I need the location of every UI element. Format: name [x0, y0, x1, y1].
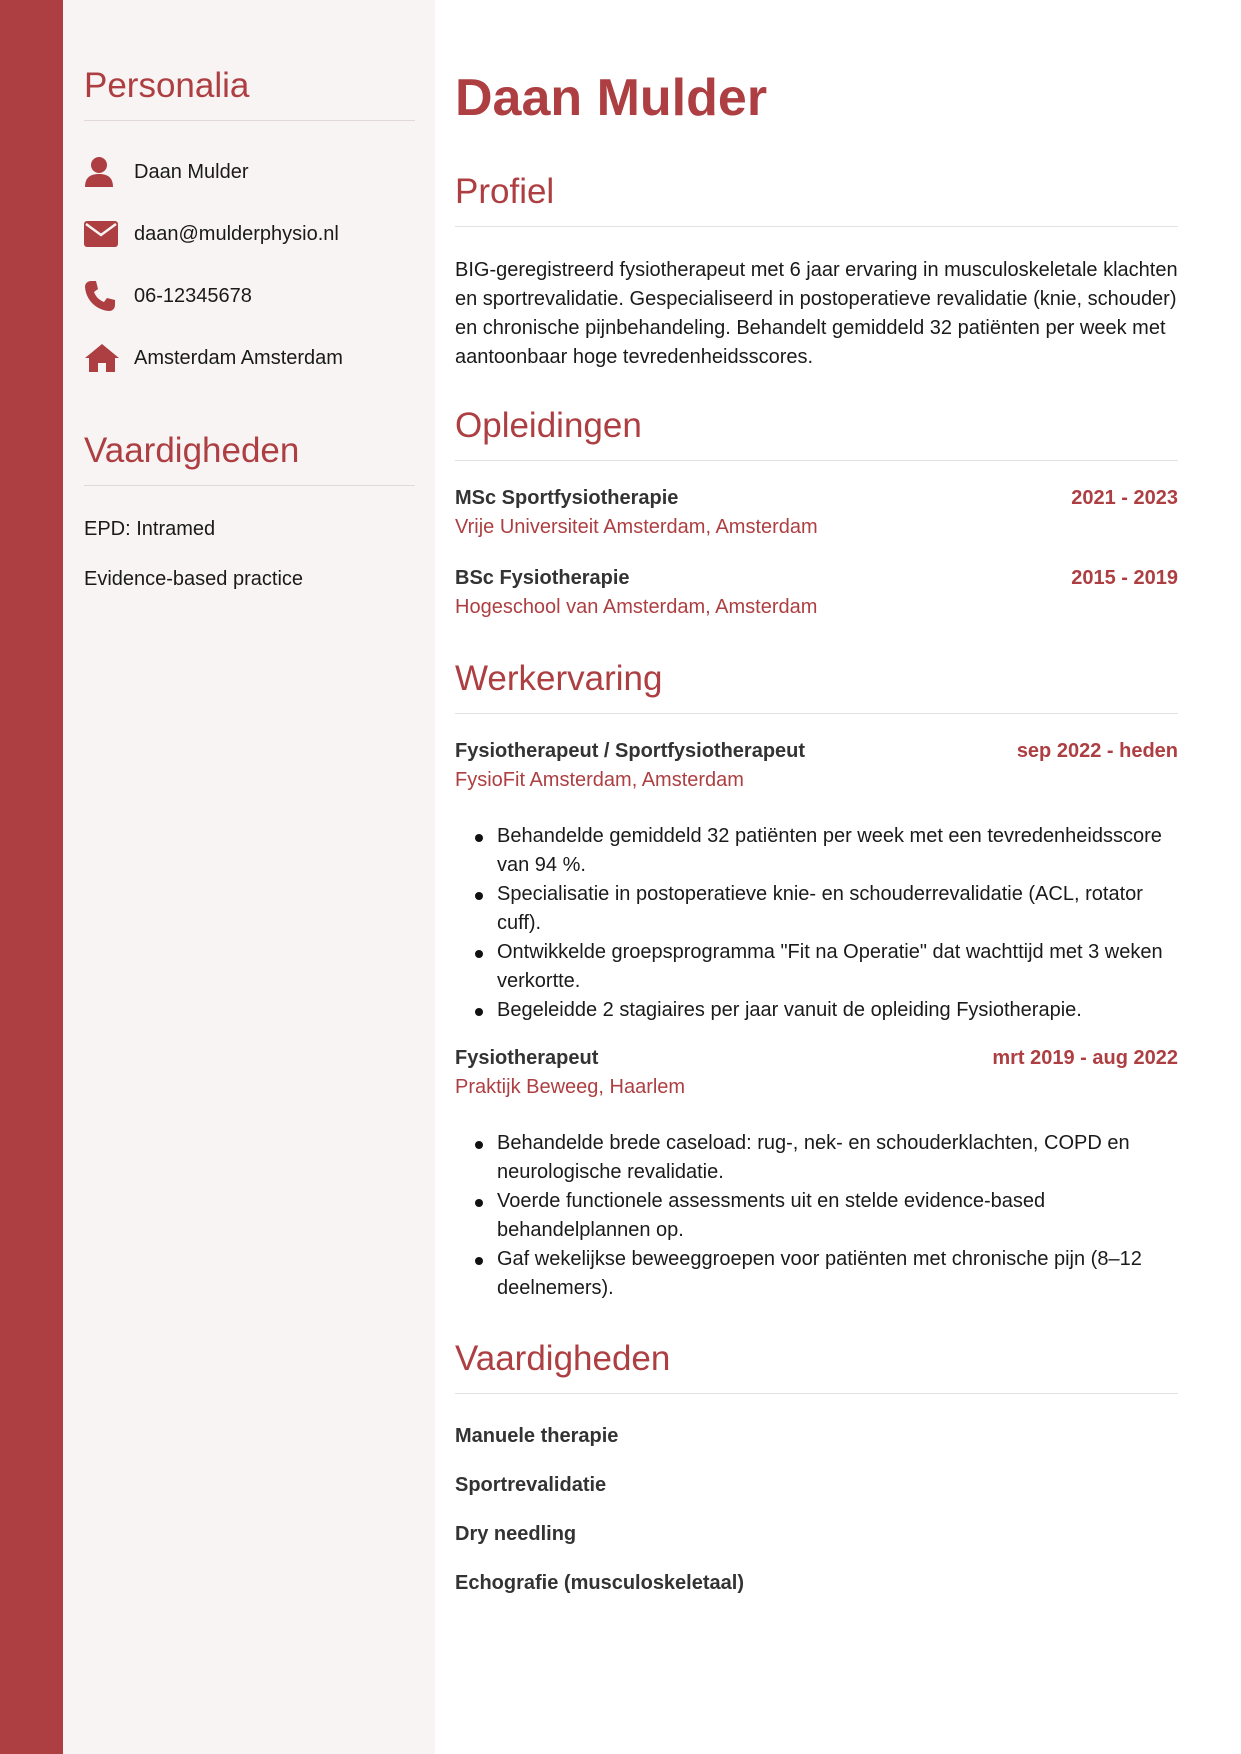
divider: [84, 120, 415, 121]
contact-phone[interactable]: [84, 265, 415, 327]
education-institution: Hogeschool van Amsterdam, Amsterdam: [455, 596, 818, 618]
work-bullet: Behandelde gemiddeld 32 patiënten per week met een tevredenheidsscore van 94 %.: [475, 822, 1178, 880]
divider: [84, 485, 415, 486]
work-heading: Werkervaring: [455, 659, 663, 698]
work-bullet: Specialisatie in postoperatieve knie- en schouderrevalidatie (ACL, rotator cuff).: [475, 880, 1178, 938]
work-bullets: [455, 1129, 1178, 1303]
work-bullet: Behandelde brede caseload: rug-, nek- en schouderklachten, COPD en neurologische revalidatie.: [475, 1129, 1178, 1187]
work-company: Praktijk Beweeg, Haarlem: [455, 1076, 686, 1098]
contact-email[interactable]: [84, 203, 415, 265]
home-icon: [84, 338, 134, 378]
education-entry: [455, 567, 1178, 619]
divider: [455, 460, 1178, 461]
contact-phone-text[interactable]: 06-12345678: [134, 284, 252, 307]
contact-address-text: Amsterdam Amsterdam: [134, 346, 343, 369]
contact-address: [84, 327, 415, 389]
education-date: 2021 - 2023: [1071, 487, 1178, 509]
work-title: Fysiotherapeut / Sportfysiotherapeut: [455, 740, 806, 762]
divider: [455, 713, 1178, 714]
contact-email-text[interactable]: daan@mulderphysio.nl: [134, 222, 339, 245]
education-entry: [455, 487, 1178, 539]
work-title: Fysiotherapeut: [455, 1047, 599, 1069]
work-company: FysioFit Amsterdam, Amsterdam: [455, 769, 744, 791]
personalia-heading: Personalia: [84, 66, 250, 105]
envelope-icon: [84, 214, 134, 254]
work-bullets: [455, 822, 1178, 1025]
education-institution: Vrije Universiteit Amsterdam, Amsterdam: [455, 516, 818, 538]
contact-name: [84, 141, 415, 203]
work-bullet: Voerde functionele assessments uit en stelde evidence-based behandelplannen op.: [475, 1187, 1178, 1245]
skill-item: Dry needling: [455, 1523, 577, 1545]
user-icon: [84, 152, 134, 192]
skill-item: Echografie (musculoskeletaal): [455, 1572, 744, 1594]
sidebar: [63, 0, 435, 1754]
sidebar-skill-item: EPD: Intramed: [84, 518, 216, 540]
contact-list: [84, 141, 415, 389]
skill-item: Manuele therapie: [455, 1425, 619, 1447]
divider: [455, 1393, 1178, 1394]
work-date: sep 2022 - heden: [1016, 740, 1178, 762]
sidebar-skills-heading: Vaardigheden: [84, 431, 300, 470]
skills-heading: Vaardigheden: [455, 1339, 671, 1378]
candidate-name: Daan Mulder: [455, 69, 768, 127]
education-date: 2015 - 2019: [1071, 567, 1178, 589]
main-content: [455, 66, 1178, 1614]
accent-strip: [0, 0, 63, 1754]
skills-list: [455, 1418, 1178, 1614]
work-entry: [455, 740, 1178, 1025]
education-heading: Opleidingen: [455, 406, 642, 445]
work-bullet: Begeleidde 2 stagiaires per jaar vanuit de opleiding Fysiotherapie.: [475, 996, 1178, 1025]
profile-text: BIG-geregistreerd fysiotherapeut met 6 jaar ervaring in musculoskeletale klachten en sportrevalidatie. Gespecialiseerd in postoperatieve revalidatie (knie, schouder) en chronische pijnbehandeling. Behandelt gemiddeld 32 patiënten per week met aantoonbaar hoge tevredenheidsscores.: [455, 259, 1178, 368]
contact-name-text: Daan Mulder: [134, 160, 249, 183]
sidebar-skills-list: [84, 504, 415, 604]
work-entry: [455, 1047, 1178, 1303]
skill-item: Sportrevalidatie: [455, 1474, 607, 1496]
sidebar-skill-item: Evidence-based practice: [84, 568, 304, 590]
education-title: BSc Fysiotherapie: [455, 567, 630, 589]
work-bullet: Gaf wekelijkse beweeggroepen voor patiënten met chronische pijn (8–12 deelnemers).: [475, 1245, 1178, 1303]
work-bullet: Ontwikkelde groepsprogramma "Fit na Operatie" dat wachttijd met 3 weken verkortte.: [475, 938, 1178, 996]
divider: [455, 226, 1178, 227]
education-title: MSc Sportfysiotherapie: [455, 487, 679, 509]
profile-heading: Profiel: [455, 172, 555, 211]
phone-icon: [84, 276, 134, 316]
work-date: mrt 2019 - aug 2022: [992, 1047, 1178, 1069]
